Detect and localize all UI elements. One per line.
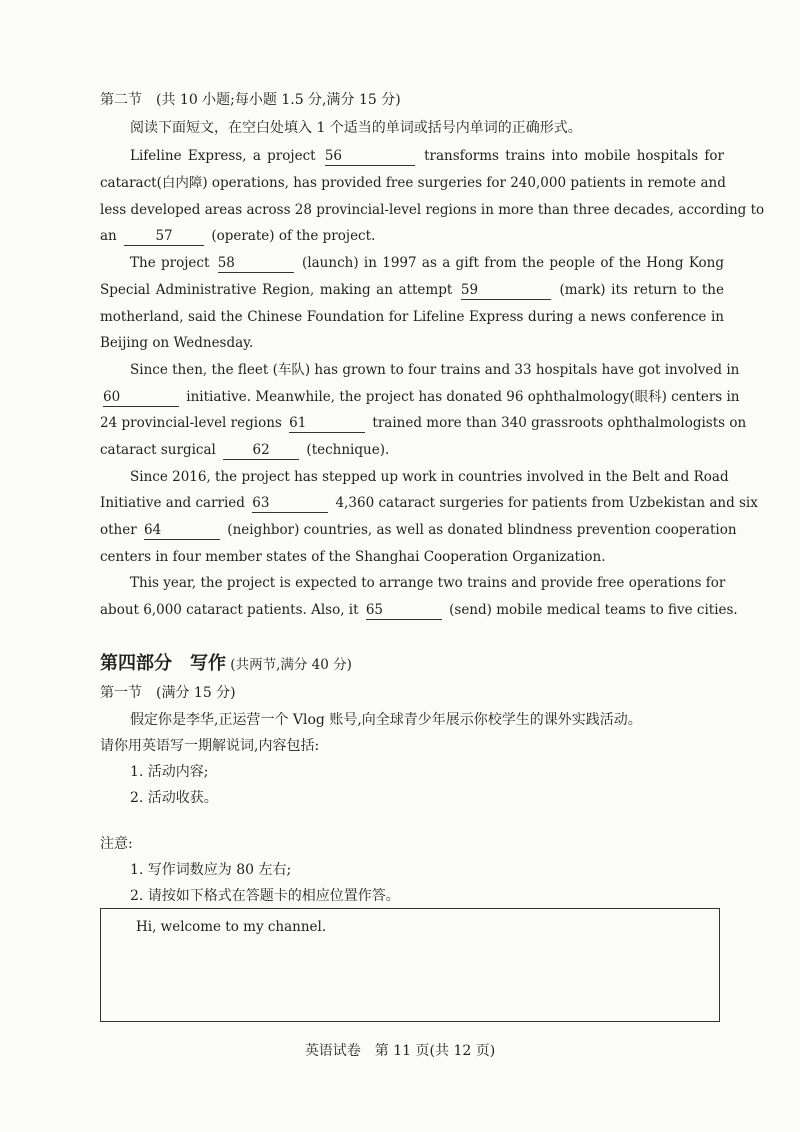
section2-heading: 第二节 (共 10 小题;每小题 1.5 分,满分 15 分) [100, 92, 401, 108]
answer-box-text: Hi, welcome to my channel. [136, 919, 327, 935]
text: other [100, 522, 137, 538]
blank-61[interactable]: 61 [289, 415, 365, 433]
text: Lifeline Express, a project [130, 148, 316, 164]
text: initiative. Meanwhile, the project has donated 96 ophthalmology(眼科) centers in [186, 389, 740, 405]
passage-line: Since 2016, the project has stepped up work in countries involved in the Belt and Road [130, 469, 729, 485]
part4-title-note: (共两节,满分 40 分) [230, 657, 352, 673]
passage-line [100, 280, 724, 300]
text: 4,360 cataract surgeries for patients from Uzbekistan and six [335, 495, 758, 511]
passage-line: cataract(白内障) operations, has provided free surgeries for 240,000 patients in remote and [100, 175, 726, 191]
part4-heading [100, 654, 724, 675]
passage-line: motherland, said the Chinese Foundation for Lifeline Express during a news conference in [100, 309, 724, 325]
note-title: 注意: [100, 836, 133, 852]
task-text: 请你用英语写一期解说词,内容包括: [100, 738, 320, 754]
text: cataract surgical [100, 442, 216, 458]
passage-line [100, 493, 758, 513]
blank-59[interactable]: 59 [461, 282, 551, 300]
text: Special Administrative Region, making an attempt [100, 282, 453, 298]
text: The project [130, 255, 210, 271]
passage-line: Beijing on Wednesday. [100, 335, 254, 351]
text: about 6,000 cataract patients. Also, it [100, 602, 359, 618]
blank-57[interactable]: 57 [124, 228, 204, 246]
text: Initiative and carried [100, 495, 245, 511]
blank-62[interactable]: 62 [223, 442, 299, 460]
passage-line: This year, the project is expected to arrange two trains and provide free operations for [130, 575, 726, 591]
part4-sec1-heading: 第一节 (满分 15 分) [100, 685, 236, 701]
passage-line [100, 600, 738, 620]
task-item: 2. 活动收获。 [130, 790, 218, 806]
text: an [100, 228, 117, 244]
passage-line [130, 253, 724, 273]
passage-line [100, 226, 724, 246]
answer-box[interactable] [100, 908, 720, 1022]
passage-line [100, 520, 737, 540]
blank-65[interactable]: 65 [366, 602, 442, 620]
section2-instruction: 阅读下面短文，在空白处填入 1 个适当的单词或括号内单词的正确形式。 [130, 120, 582, 136]
text: (technique). [306, 442, 390, 458]
part4-title: 第四部分 写作 [100, 653, 226, 674]
blank-60[interactable]: 60 [103, 389, 179, 407]
note-item: 1. 写作词数应为 80 左右; [130, 862, 292, 878]
text: (launch) in 1997 as a gift from the people of the Hong Kong [302, 255, 725, 271]
note-item: 2. 请按如下格式在答题卡的相应位置作答。 [130, 888, 400, 904]
text: (neighbor) countries, as well as donated blindness prevention cooperation [227, 522, 737, 538]
blank-64[interactable]: 64 [144, 522, 220, 540]
text: 24 provincial-level regions [100, 415, 282, 431]
text: trained more than 340 grassroots ophthalmologists on [372, 415, 747, 431]
passage-line: less developed areas across 28 provincial-level regions in more than three decades, according to [100, 202, 765, 218]
blank-56[interactable]: 56 [325, 148, 415, 166]
passage-line [130, 146, 724, 166]
blank-63[interactable]: 63 [252, 495, 328, 513]
passage-line: centers in four member states of the Shanghai Cooperation Organization. [100, 549, 606, 565]
passage-line: Since then, the fleet (车队) has grown to four trains and 33 hospitals have got involved in [130, 362, 740, 378]
passage-line [100, 413, 747, 433]
blank-58[interactable]: 58 [218, 255, 294, 273]
page-footer: 英语试卷 第 11 页(共 12 页) [304, 1043, 496, 1059]
text: (send) mobile medical teams to five cities. [449, 602, 738, 618]
text: (mark) its return to the [559, 282, 724, 298]
task-item: 1. 活动内容; [130, 764, 209, 780]
text: transforms trains into mobile hospitals for [424, 148, 725, 164]
passage-line [100, 440, 724, 460]
text: (operate) of the project. [211, 228, 376, 244]
task-text: 假定你是李华,正运营一个 Vlog 账号,向全球青少年展示你校学生的课外实践活动。 [130, 712, 642, 728]
passage-line [100, 387, 740, 407]
